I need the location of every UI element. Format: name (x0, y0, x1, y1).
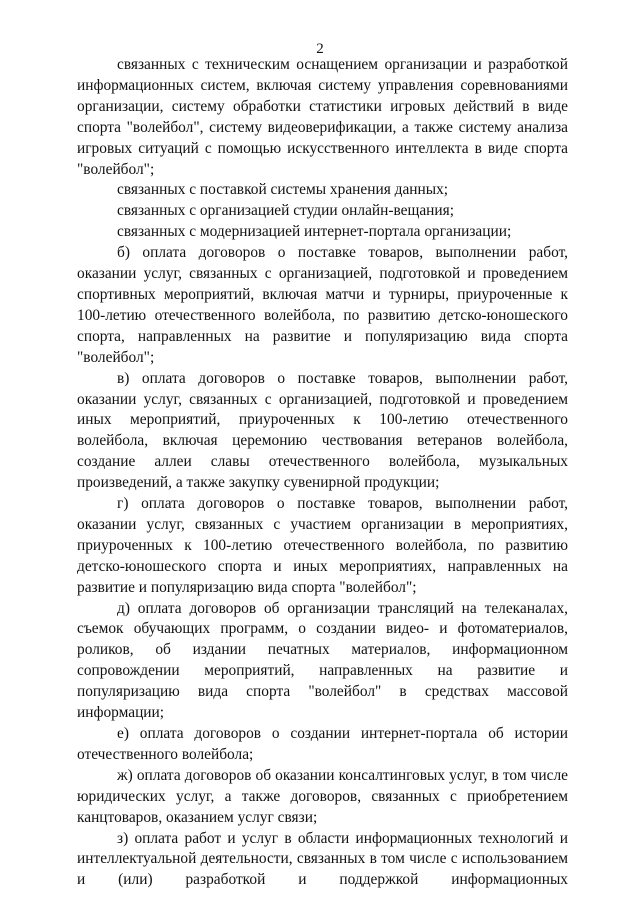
paragraph-storage: связанных с поставкой системы хранения данных; (117, 181, 449, 199)
paragraph-portal-upgrade: связанных с модернизацией интернет-портала организации; (117, 223, 512, 241)
paragraph-item-g: г) оплата договоров о поставке товаров, выполнении работ, оказании услуг, связанных с участием организации в мероприятиях, приуроченных к 100-летию отечественного волейбола, по развитию детско-юношеского спорта и иных мероприятиях, направленных на развитие и популяризацию вида спорта "волейбол"; (77, 495, 568, 596)
paragraph-item-e: е) оплата договоров о создании интернет-портала об истории отечественного волейбола; (77, 725, 568, 763)
paragraph-studio: связанных с организацией студии онлайн-вещания; (117, 202, 455, 220)
paragraph-item-z: з) оплата работ и услуг в области информационных технологий и интеллектуальной деятельности, связанных в том числе с использованием и (или) разработкой и поддержкой информационных (77, 829, 568, 889)
paragraph-item-b: б) оплата договоров о поставке товаров, выполнении работ, оказании услуг, связанных с организацией, подготовкой и проведением спортивных мероприятий, включая матчи и турниры, приуроченные к 100-летию отечественного волейбола, по развитию детско-юношеского спорта, направленных на развитие и популяризацию вида спорта "волейбол"; (77, 244, 568, 366)
paragraph-item-zh: ж) оплата договоров об оказании консалтинговых услуг, в том числе юридических услуг, а также договоров, связанных с приобретением канцтоваров, оказанием услуг связи; (77, 766, 568, 826)
paragraph-item-d: д) оплата договоров об организации трансляций на телеканалах, съемок обучающих программ, о создании видео- и фотоматериалов, роликов, об издании печатных материалов, информационном сопровождении мероприятий, направленных на развитие и популяризацию вида спорта "волейбол" в средствах массовой информации; (77, 599, 568, 722)
page-number: 2 (316, 41, 324, 57)
paragraph-intro: связанных с техническим оснащением организации и разработкой информационных систем, включая систему управления соревнованиями организации, систему обработки статистики игровых действий в виде спорта "волейбол", систему видеоверификации, а также систему анализа игровых ситуаций с помощью искусственного интеллекта в виде спорта "волейбол"; (77, 56, 568, 178)
paragraph-item-v: в) оплата договоров о поставке товаров, выполнении работ, оказании услуг, связанных с организацией, подготовкой и проведением иных мероприятий, приуроченных к 100-летию отечественного волейбола, включая церемонию чествования ветеранов волейбола, создание аллеи славы отечественного волейбола, музыкальных произведений, а также закупку сувенирной продукции; (77, 369, 568, 492)
document-body (77, 55, 568, 891)
